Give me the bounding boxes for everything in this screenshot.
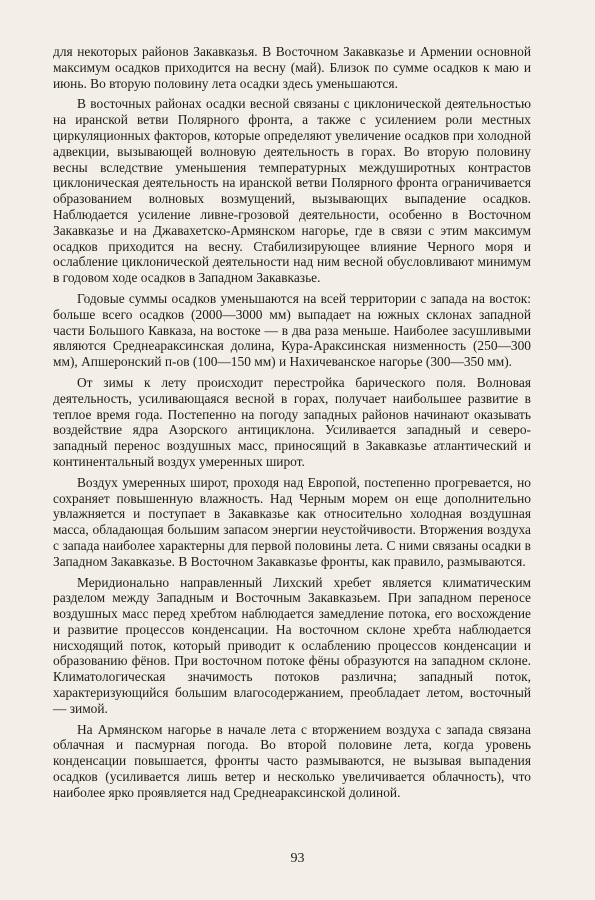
paragraph-spring-precipitation: В восточных районах осадки весной связаны с циклонической деятельностью на иранской ветви Полярного фронта, а также с усилением роли местных циркуляционных факторов, которые определяют увеличение осадков при холодной адвекции, вызывающей волновую деятельность в горах. Во вторую половину весны вследствие уменьшения температурных междуширотных контрастов циклоническая деятельность на иранской ветви Полярного фронта ограничивается образованием волновых возмущений, вызывающих выпадение осадков. Наблюдается усиление ливне-грозовой деятельности, особенно в Восточном Закавказье и на Джавахетско-Армянском нагорье, где в связи с этим максимум осадков приходится на весну. Стабилизирующее влияние Черного моря и ослабление циклонической деятельности над ним весной обусловливают минимум в годовом ходе осадков в Западном Закавказье. [53, 96, 531, 286]
paragraph-continuation: для некоторых районов Закавказья. В Восточном Закавказье и Армении основной максимум осадков приходится на весну (май). Близок по сумме осадков к маю и июнь. Во вторую половину лета осадки здесь уменьшаются. [53, 44, 531, 91]
page-number: 93 [290, 851, 305, 866]
paragraph-temperate-air: Воздух умеренных широт, проходя над Европой, постепенно прогревается, но сохраняет повышенную влажность. Над Черным морем он еще дополнительно увлажняется и поступает в Закавказье как относительно холодная воздушная масса, обладающая большим запасом энергии неустойчивости. Вторжения воздуха с запада наиболее характерны для первой половины лета. С ними связаны осадки в Западном Закавказье. В Восточном Закавказье фронты, как правило, размываются. [53, 474, 531, 569]
paragraph-likhi-ridge: Меридионально направленный Лихский хребет является климатическим разделом между Западным и Восточным Закавказьем. При западном переносе воздушных масс перед хребтом наблюдается замедление потока, его восхождение и развитие процессов конденсации. На восточном склоне хребта наблюдается нисходящий поток, который приводит к ослаблению процессов конденсации и образованию фёнов. При восточном потоке фёны образуются на западном склоне. Климатологическая значимость потоков различна; западный поток, характеризующийся большим влагосодержанием, преобладает летом, восточный — зимой. [53, 574, 531, 716]
paragraph-pressure-field: От зимы к лету происходит перестройка барического поля. Волновая деятельность, усиливающаяся весной в горах, получает наибольшее развитие в теплое время года. Постепенно на погоду западных районов начинают оказывать воздействие ядра Азорского антициклона. Усиливается западный и северо-западный перенос воздушных масс, приносящий в Закавказье атлантический и континентальный воздух умеренных широт. [53, 374, 531, 469]
paragraph-armenian-highland: На Армянском нагорье в начале лета с вторжением воздуха с запада связана облачная и пасмурная погода. Во второй половине лета, когда уровень конденсации повышается, фронты часто размываются, не вызывая выпадения осадков (усиливается лишь ветер и несколько увеличивается облачность), что наиболее ярко проявляется над Среднеараксинской долиной. [53, 721, 531, 800]
paragraph-annual-totals: Годовые суммы осадков уменьшаются на всей территории с запада на восток: больше всего осадков (2000—3000 мм) выпадает на южных склонах западной части Большого Кавказа, на востоке — в два раза меньше. Наиболее засушливыми являются Среднеараксинская долина, Кура-Араксинская низменность (250—300 мм), Апшеронский п-ов (100—150 мм) и Нахичеванское нагорье (300—350 мм). [53, 290, 531, 370]
